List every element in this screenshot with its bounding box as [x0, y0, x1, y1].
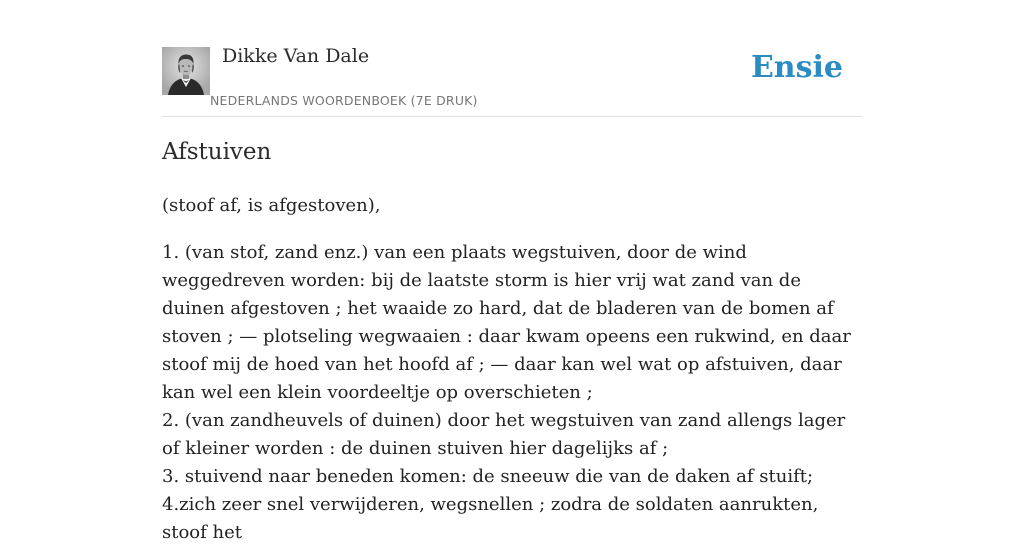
author-name[interactable]: Dikke Van Dale: [222, 45, 370, 67]
entry-grammar: (stoof af, is afgestoven),: [162, 195, 381, 216]
entry-content: [162, 192, 862, 547]
header: [162, 0, 862, 117]
entry-sense-3: 3. stuivend naar beneden komen: de sneeuw die van de daken af stuift;: [162, 466, 814, 487]
entry-sense-1: 1. (van stof, zand enz.) van een plaats wegstuiven, door de wind weggedreven worden: bij de laatste storm is hier vrij wat zand van de duinen afgestoven ; het waaide zo hard, dat de bladeren van de bomen af stoven ; — plotseling wegwaaien : daar kwam opeens een rukwind, en daar stoof mij de hoed van het hoofd af ; — daar kan wel wat op afstuiven, daar kan wel een klein voordeeltje op overschieten ;: [162, 242, 851, 403]
entry-sense-4: 4.zich zeer snel verwijderen, wegsnellen ; zodra de soldaten aanrukten, stoof het: [162, 494, 819, 543]
entry-headword: Afstuiven: [162, 139, 272, 165]
entry-sense-2: 2. (van zandheuvels of duinen) door het wegstuiven van zand allengs lager of kleiner worden : de duinen stuiven hier dagelijks af ;: [162, 410, 846, 459]
source-title: NEDERLANDS WOORDENBOEK (7E DRUK): [210, 93, 478, 108]
portrait-photo-icon: [162, 47, 210, 95]
author-avatar[interactable]: [162, 47, 210, 95]
ensie-logo[interactable]: Ensie: [750, 50, 843, 85]
